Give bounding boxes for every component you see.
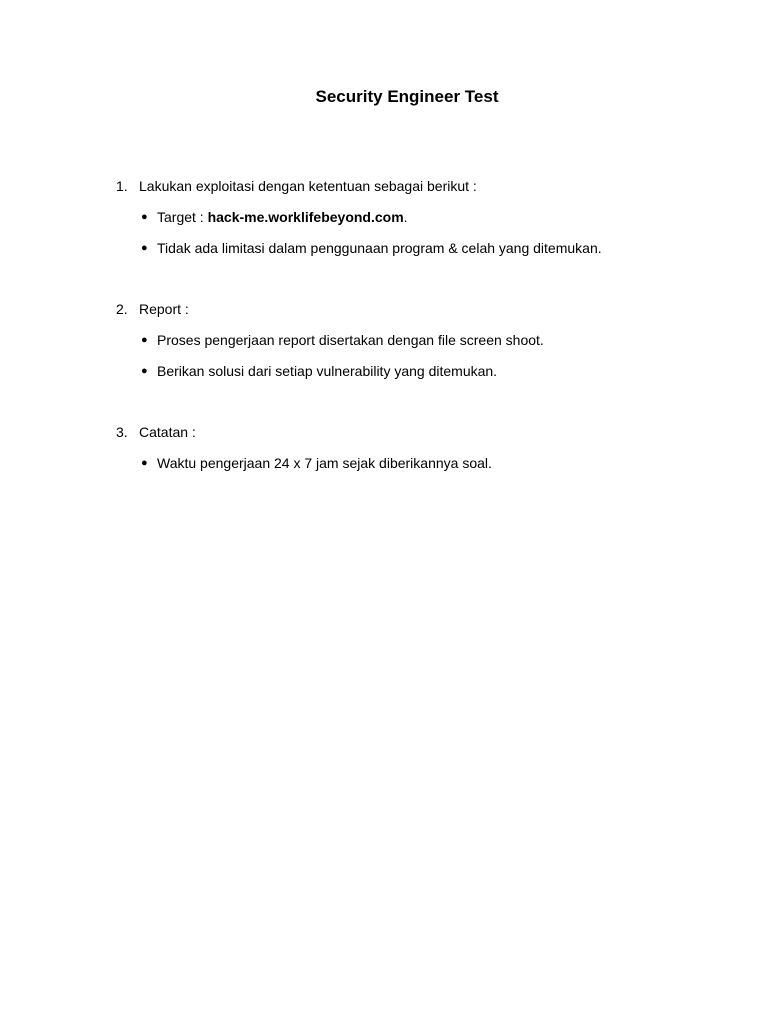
section-1	[116, 177, 716, 257]
section-label: Lakukan exploitasi dengan ketentuan sebagai berikut :	[139, 178, 477, 194]
section-number: 2.	[116, 301, 128, 317]
section-heading	[116, 300, 716, 318]
section-label: Catatan :	[139, 424, 196, 440]
bullet-icon: ●	[141, 365, 148, 377]
list-item-text: Tidak ada limitasi dalam penggunaan program & celah yang ditemukan.	[157, 240, 602, 256]
list-item	[116, 239, 716, 257]
list-item-text: Berikan solusi dari setiap vulnerability yang ditemukan.	[157, 363, 498, 379]
bullet-icon: ●	[141, 211, 148, 223]
list-item-text: Proses pengerjaan report disertakan dengan file screen shoot.	[157, 332, 544, 348]
page-title: Security Engineer Test	[315, 87, 499, 106]
section-3	[116, 423, 716, 472]
target-host: hack-me.worklifebeyond.com	[207, 209, 404, 225]
list-item	[116, 362, 716, 380]
section-heading	[116, 423, 716, 441]
section-number: 1.	[116, 178, 128, 194]
list-item	[116, 208, 716, 226]
list-item	[116, 331, 716, 349]
list-item-text	[157, 208, 408, 226]
bullet-icon: ●	[141, 457, 148, 469]
section-label: Report :	[139, 301, 189, 317]
bullet-icon: ●	[141, 334, 148, 346]
section-number: 3.	[116, 424, 128, 440]
list-item-text: Waktu pengerjaan 24 x 7 jam sejak diberikannya soal.	[157, 455, 492, 471]
section-heading	[116, 177, 716, 195]
bullet-icon: ●	[141, 242, 148, 254]
section-2	[116, 300, 716, 380]
target-suffix: .	[403, 209, 408, 225]
list-item	[116, 454, 716, 472]
target-prefix: Target :	[157, 209, 208, 225]
